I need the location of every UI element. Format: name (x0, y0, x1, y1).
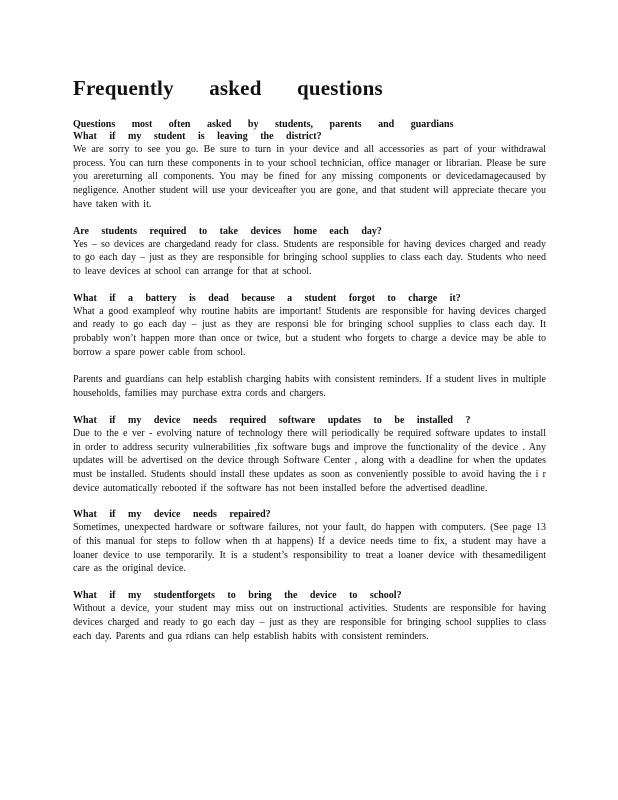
faq-question: What if a battery is dead because a student forgot to charge it? (73, 292, 461, 304)
faq-section-forgets-device (73, 590, 546, 643)
faq-question: What if my student is leaving the district? (73, 131, 322, 142)
page-subtitle: Questions most often asked by students, parents and guardians (73, 119, 454, 130)
faq-question: What if my studentforgets to bring the device to school? (73, 590, 402, 602)
faq-section-take-home (73, 226, 546, 279)
faq-question: What if my device needs required software updates to be installed ? (73, 414, 471, 426)
page-title: Frequently asked questions (73, 76, 383, 100)
faq-answer: Due to the e ver - evolving nature of technology there will periodically be required software updates to install in order to address security vulnerabilities ,fix software bugs and improve the functionality of the device . Any updates will be advertised on the device through Software Center , along with a deadline for when the updates must be installed. Students should install these updates as soon as conveniently possible to avoid having the i r device automatically rebooted if the software has not been installed before the advertised deadline. (73, 427, 546, 494)
faq-answer: Yes – so devices are chargedand ready for class. Students are responsible for having devices charged and ready to go each day – just as they are responsible for bringing school supplies to class each day. Students who need to leave devices at school can arrange for that at school. (73, 238, 546, 277)
document-page (73, 74, 546, 643)
faq-answer: Sometimes, unexpected hardware or software failures, not your fault, do happen with computers. (See page 13 of this manual for steps to follow when th at happens) If a device needs time to fix, a student may have a loaner device to use temporarily. It is a student’s responsibility to treat a loaner device with thesamediligent care as the original device. (73, 522, 546, 575)
faq-section-leaving (73, 131, 546, 212)
faq-answer: What a good exampleof why routine habits are important! Students are responsible for having devices charged and ready to go each day – just as they are responsi ble for bringing school supplies to class each day. It probably won’t happen more than once or twice, but a student who forgets to charge a device may be able to borrow a spare power cable from school. (73, 305, 546, 358)
faq-question: Are students required to take devices home each day? (73, 225, 382, 237)
faq-section-repair (73, 509, 546, 576)
faq-answer: Without a device, your student may miss out on instructional activities. Students are responsible for having devices charged and ready to go each day – just as they are responsible for bringing school supplies to class each day. Parents and gua rdians can help establish habits with consistent reminders. (73, 603, 546, 642)
faq-section-battery-dead (73, 293, 546, 401)
faq-question: What if my device needs repaired? (73, 509, 271, 521)
faq-answer: We are sorry to see you go. Be sure to turn in your device and all accessories as part of your withdrawal process. You can turn these components in to your school technician, office manager or librarian. Please be sure you arereturning all components. You may be fined for any missing components or devicedamagecaused by negligence. Another student will use your deviceafter you are gone, and that student will appreciate thecare you have taken with it. (73, 144, 546, 210)
faq-answer: Parents and guardians can help establish charging habits with consistent reminders. If a student lives in multiple households, families may purchase extra cords and chargers. (73, 374, 546, 400)
faq-section-software-updates (73, 415, 546, 496)
